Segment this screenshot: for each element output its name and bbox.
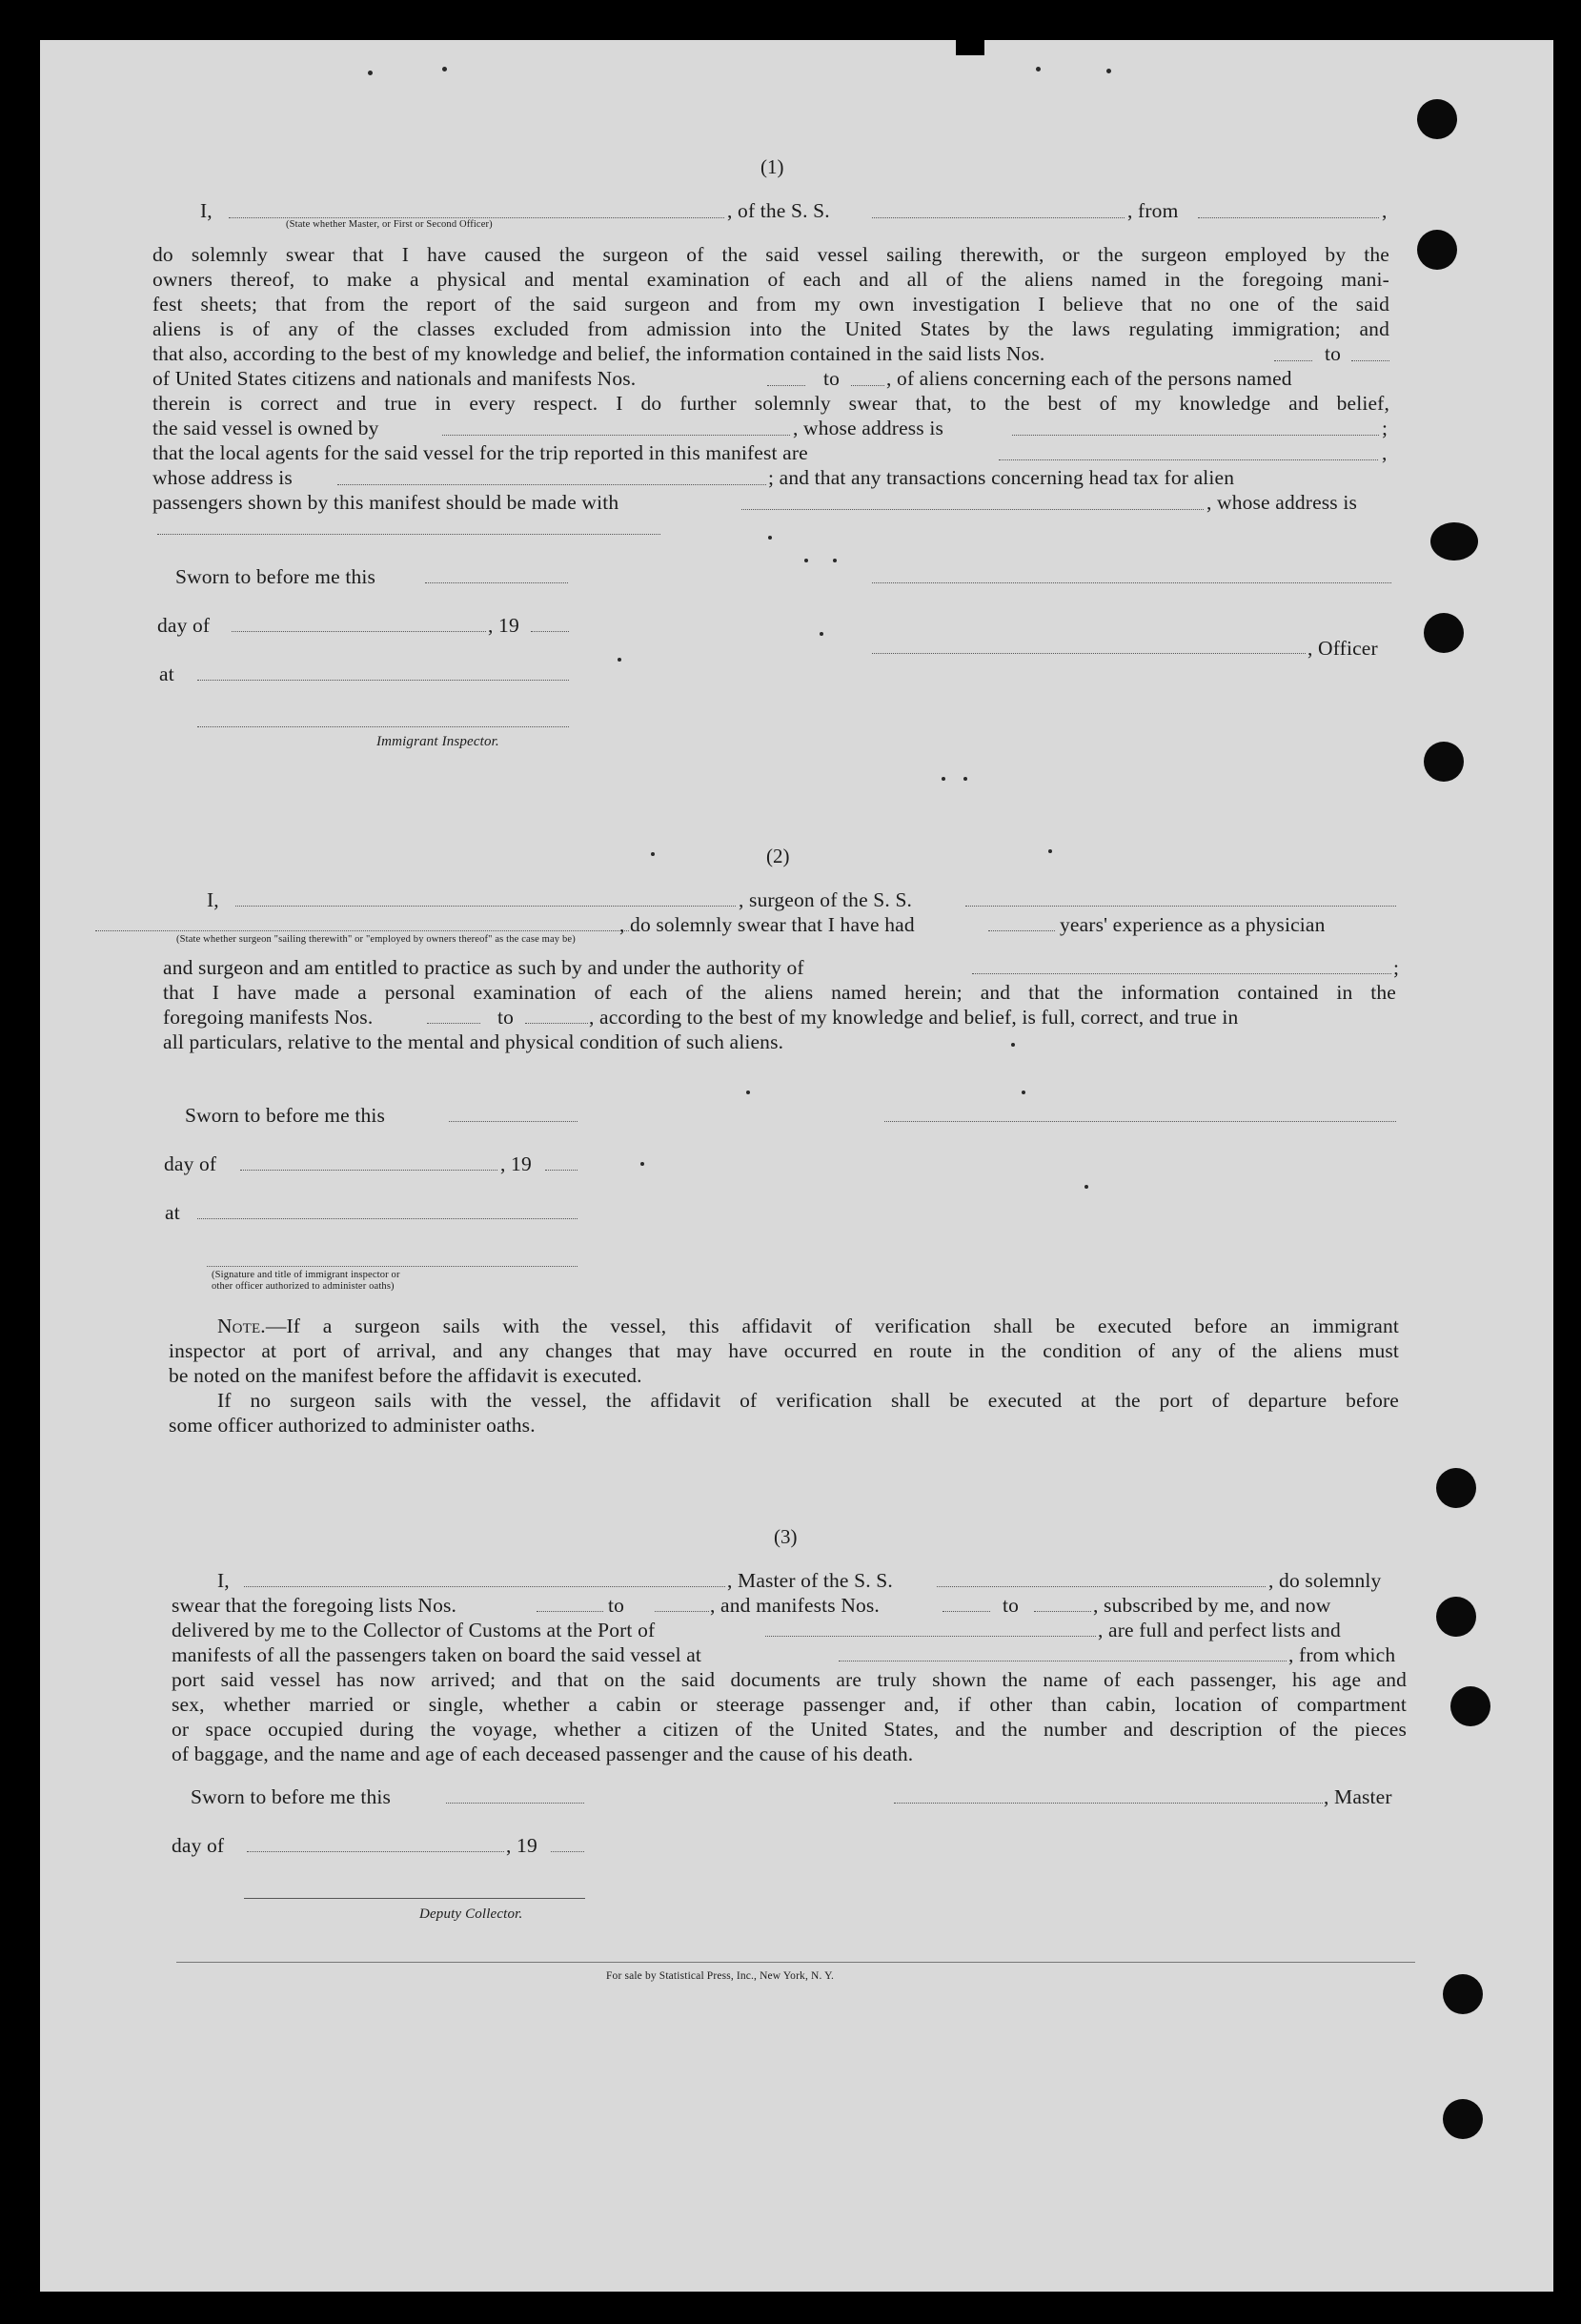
speck-icon bbox=[1084, 1185, 1088, 1189]
year-label: , 19 bbox=[506, 1834, 537, 1857]
punch-hole-icon bbox=[1450, 1686, 1490, 1726]
authority-field[interactable] bbox=[972, 973, 1391, 974]
speck-icon bbox=[1022, 1091, 1025, 1094]
lists-to-field[interactable] bbox=[655, 1611, 709, 1612]
master-name-field[interactable] bbox=[244, 1586, 725, 1587]
speck-icon bbox=[640, 1162, 644, 1166]
sworn-day-field[interactable] bbox=[446, 1803, 584, 1804]
year-label: , 19 bbox=[488, 614, 519, 637]
body-line: aliens is of any of the classes excluded from admission into the United States by the laws regulating immigration; and bbox=[152, 317, 1389, 340]
speck-icon bbox=[618, 658, 621, 662]
manifests-from-field[interactable] bbox=[943, 1611, 990, 1612]
lists-from-field[interactable] bbox=[1274, 360, 1312, 361]
line-label: , bbox=[1382, 199, 1388, 222]
line-label: ; bbox=[1382, 417, 1388, 439]
officer-rank-field[interactable] bbox=[229, 217, 724, 218]
master-oath-paragraph bbox=[172, 1667, 1407, 1766]
year-field[interactable] bbox=[545, 1170, 578, 1171]
speck-icon bbox=[442, 67, 447, 71]
collector-label: Deputy Collector. bbox=[419, 1906, 523, 1922]
note-label: Note. bbox=[217, 1315, 266, 1337]
day-of-label: day of bbox=[157, 614, 211, 637]
line-label: , surgeon of the S. S. bbox=[739, 888, 913, 911]
punch-hole-icon bbox=[1430, 522, 1478, 561]
body-line: do solemnly swear that I have caused the surgeon of the said vessel sailing therewith, or the surgeon employed by the bbox=[152, 243, 1389, 266]
place-field[interactable] bbox=[197, 1218, 578, 1219]
line-label: , are full and perfect lists and bbox=[1098, 1619, 1341, 1641]
note-line: If no surgeon sails with the vessel, the affidavit of verification shall be executed at the port of departure before bbox=[217, 1389, 1399, 1412]
line-label: I, bbox=[207, 888, 219, 911]
at-label: at bbox=[165, 1201, 180, 1224]
punch-hole-icon bbox=[1417, 99, 1457, 139]
place-field[interactable] bbox=[197, 680, 569, 681]
line-label: , according to the best of my knowledge and belief, is full, correct, and true in bbox=[589, 1006, 1239, 1029]
master-signature-field[interactable] bbox=[894, 1803, 1323, 1804]
body-line: therein is correct and true in every respect. I do further solemnly swear that, to the best of my knowledge and belief, bbox=[152, 392, 1389, 415]
line-label: to bbox=[823, 367, 841, 390]
speck-icon bbox=[1106, 69, 1111, 73]
lists-from-field[interactable] bbox=[537, 1611, 603, 1612]
note-line: inspector at port of arrival, and any changes that may have occurred en route in the condition of any of the aliens must bbox=[169, 1339, 1399, 1362]
officer-label: , Officer bbox=[1307, 637, 1378, 660]
punch-hole-icon bbox=[1436, 1468, 1476, 1508]
speck-icon bbox=[942, 777, 945, 781]
speck-icon bbox=[1036, 67, 1041, 71]
line-label: ; bbox=[1393, 956, 1400, 979]
line-label: , whose address is bbox=[1206, 491, 1357, 514]
surgeon-vessel-field[interactable] bbox=[965, 906, 1396, 907]
speck-icon bbox=[1011, 1043, 1015, 1047]
line-label: , subscribed by me, and now bbox=[1093, 1594, 1331, 1617]
sworn-label: Sworn to before me this bbox=[185, 1104, 386, 1127]
line-label: to bbox=[1325, 342, 1342, 365]
local-agents-field[interactable] bbox=[999, 459, 1378, 460]
vessel-name-field[interactable] bbox=[872, 217, 1125, 218]
officer-signature-field[interactable] bbox=[872, 653, 1306, 654]
line-label: passengers shown by this manifest should be made with bbox=[152, 491, 619, 514]
collector-signature-field[interactable] bbox=[244, 1898, 585, 1899]
field-note: (State whether Master, or First or Second Officer) bbox=[286, 219, 493, 230]
owner-address-field[interactable] bbox=[1012, 435, 1379, 436]
officer-signature-top-field[interactable] bbox=[872, 582, 1391, 583]
vessel-owner-field[interactable] bbox=[442, 435, 790, 436]
manifests-from-field[interactable] bbox=[767, 385, 805, 386]
inspector-signature-field[interactable] bbox=[197, 726, 569, 727]
at-label: at bbox=[159, 663, 174, 685]
line-label: that the local agents for the said vessel for the trip reported in this manifest are bbox=[152, 441, 808, 464]
speck-icon bbox=[746, 1091, 750, 1094]
departure-port-field[interactable] bbox=[1198, 217, 1379, 218]
line-label: , and manifests Nos. bbox=[710, 1594, 880, 1617]
surgeon-name-field[interactable] bbox=[235, 906, 736, 907]
inspector-signature-field[interactable] bbox=[207, 1266, 578, 1267]
day-of-label: day of bbox=[164, 1152, 217, 1175]
line-label: , do solemnly bbox=[1268, 1569, 1382, 1592]
line-label: whose address is bbox=[152, 466, 293, 489]
footer-rule bbox=[176, 1962, 1415, 1963]
punch-hole-icon bbox=[1417, 230, 1457, 270]
line-label: , whose address is bbox=[793, 417, 943, 439]
punch-hole-icon bbox=[1443, 1974, 1483, 2014]
line-label: years' experience as a physician bbox=[1060, 913, 1326, 936]
contact-address-field[interactable] bbox=[157, 534, 660, 535]
line-label: that also, according to the best of my knowledge and belief, the information contained in the said lists Nos. bbox=[152, 342, 1045, 365]
manifests-to-field[interactable] bbox=[1034, 1611, 1091, 1612]
line-label: I, bbox=[200, 199, 213, 222]
year-field[interactable] bbox=[531, 631, 569, 632]
speck-icon bbox=[820, 632, 823, 636]
manifests-from-field[interactable] bbox=[427, 1023, 480, 1024]
line-label: swear that the foregoing lists Nos. bbox=[172, 1594, 457, 1617]
surgeon-signature-field[interactable] bbox=[884, 1121, 1396, 1122]
body-line: all particulars, relative to the mental and physical condition of such aliens. bbox=[163, 1030, 784, 1053]
body-line: owners thereof, to make a physical and mental examination of each and all of the aliens named in the foregoing mani- bbox=[152, 268, 1389, 291]
manifests-to-field[interactable] bbox=[525, 1023, 588, 1024]
lists-to-field[interactable] bbox=[1351, 360, 1389, 361]
line-label: , from bbox=[1127, 199, 1179, 222]
line-label: the said vessel is owned by bbox=[152, 417, 379, 439]
body-line: sex, whether married or single, whether a cabin or steerage passenger and, if other than cabin, location of compartment bbox=[172, 1693, 1407, 1716]
speck-icon bbox=[1048, 849, 1052, 853]
body-line: fest sheets; that from the report of the said surgeon and from my own investigation I believe that no one of the said bbox=[152, 293, 1389, 316]
section-number: (2) bbox=[766, 845, 790, 867]
printer-imprint: For sale by Statistical Press, Inc., New York, N. Y. bbox=[606, 1970, 835, 1982]
surgeon-status-field[interactable] bbox=[95, 930, 629, 931]
inspector-label: Immigrant Inspector. bbox=[376, 734, 499, 749]
line-label: delivered by me to the Collector of Customs at the Port of bbox=[172, 1619, 656, 1641]
line-label: I, bbox=[217, 1569, 230, 1592]
month-field[interactable] bbox=[232, 631, 486, 632]
year-field[interactable] bbox=[551, 1851, 584, 1852]
speck-icon bbox=[368, 71, 373, 75]
master-label: , Master bbox=[1324, 1785, 1392, 1808]
note-line bbox=[217, 1314, 1399, 1338]
year-label: , 19 bbox=[500, 1152, 532, 1175]
speck-icon bbox=[651, 852, 655, 856]
note-line: be noted on the manifest before the affidavit is executed. bbox=[169, 1364, 642, 1387]
day-of-label: day of bbox=[172, 1834, 225, 1857]
punch-hole-icon bbox=[1443, 2099, 1483, 2139]
section-number: (3) bbox=[774, 1525, 798, 1548]
line-label: to bbox=[497, 1006, 515, 1029]
head-tax-contact-field[interactable] bbox=[741, 509, 1204, 510]
sworn-label: Sworn to before me this bbox=[175, 565, 376, 588]
body-line: port said vessel has now arrived; and that on the said documents are truly shown the name of each passenger, his age and bbox=[172, 1668, 1407, 1691]
speck-icon bbox=[963, 777, 967, 781]
sworn-day-field[interactable] bbox=[425, 582, 568, 583]
line-label: of United States citizens and nationals and manifests Nos. bbox=[152, 367, 637, 390]
line-label: ; and that any transactions concerning head tax for alien bbox=[768, 466, 1235, 489]
line-label: , from which bbox=[1288, 1643, 1396, 1666]
note-text: —If a surgeon sails with the vessel, this affidavit of verification shall be executed before an immigrant bbox=[265, 1315, 1399, 1337]
field-note: (State whether surgeon "sailing therewith" or "employed by owners thereof" as the case may be) bbox=[176, 934, 576, 945]
line-label: and surgeon and am entitled to practice as such by and under the authority of bbox=[163, 956, 804, 979]
sworn-day-field[interactable] bbox=[449, 1121, 578, 1122]
body-line: of baggage, and the name and age of each deceased passenger and the cause of his death. bbox=[172, 1743, 914, 1765]
body-line: that I have made a personal examination of each of the aliens named herein; and that the information contained in the bbox=[163, 981, 1396, 1004]
sworn-label: Sworn to before me this bbox=[191, 1785, 392, 1808]
month-field[interactable] bbox=[247, 1851, 504, 1852]
punch-hole-icon bbox=[1424, 613, 1464, 653]
line-label: manifests of all the passengers taken on board the said vessel at bbox=[172, 1643, 702, 1666]
oath-paragraph bbox=[152, 242, 1389, 341]
body-line: or space occupied during the voyage, whether a citizen of the United States, and the number and description of the pieces bbox=[172, 1718, 1407, 1741]
month-field[interactable] bbox=[240, 1170, 497, 1171]
customs-port-field[interactable] bbox=[765, 1636, 1096, 1637]
line-label: , Master of the S. S. bbox=[727, 1569, 893, 1592]
punch-hole-icon bbox=[1424, 742, 1464, 782]
speck-icon bbox=[833, 559, 837, 562]
line-label: to bbox=[1003, 1594, 1020, 1617]
line-label: , do solemnly swear that I have had bbox=[619, 913, 915, 936]
punch-hole-icon bbox=[1436, 1597, 1476, 1637]
agents-address-field[interactable] bbox=[337, 484, 766, 485]
master-vessel-field[interactable] bbox=[937, 1586, 1266, 1587]
field-note: other officer authorized to administer oaths) bbox=[212, 1281, 395, 1292]
manifests-to-field[interactable] bbox=[851, 385, 884, 386]
field-note: (Signature and title of immigrant inspector or bbox=[212, 1270, 400, 1280]
years-field[interactable] bbox=[988, 930, 1055, 931]
speck-icon bbox=[768, 536, 772, 540]
line-label: , bbox=[1382, 441, 1388, 464]
note-line: some officer authorized to administer oaths. bbox=[169, 1414, 536, 1437]
line-label: , of aliens concerning each of the persons named bbox=[886, 367, 1292, 390]
paper-tear bbox=[956, 29, 984, 55]
line-label: to bbox=[608, 1594, 625, 1617]
section-number: (1) bbox=[760, 155, 784, 178]
line-label: foregoing manifests Nos. bbox=[163, 1006, 374, 1029]
line-label: , of the S. S. bbox=[727, 199, 830, 222]
speck-icon bbox=[804, 559, 808, 562]
